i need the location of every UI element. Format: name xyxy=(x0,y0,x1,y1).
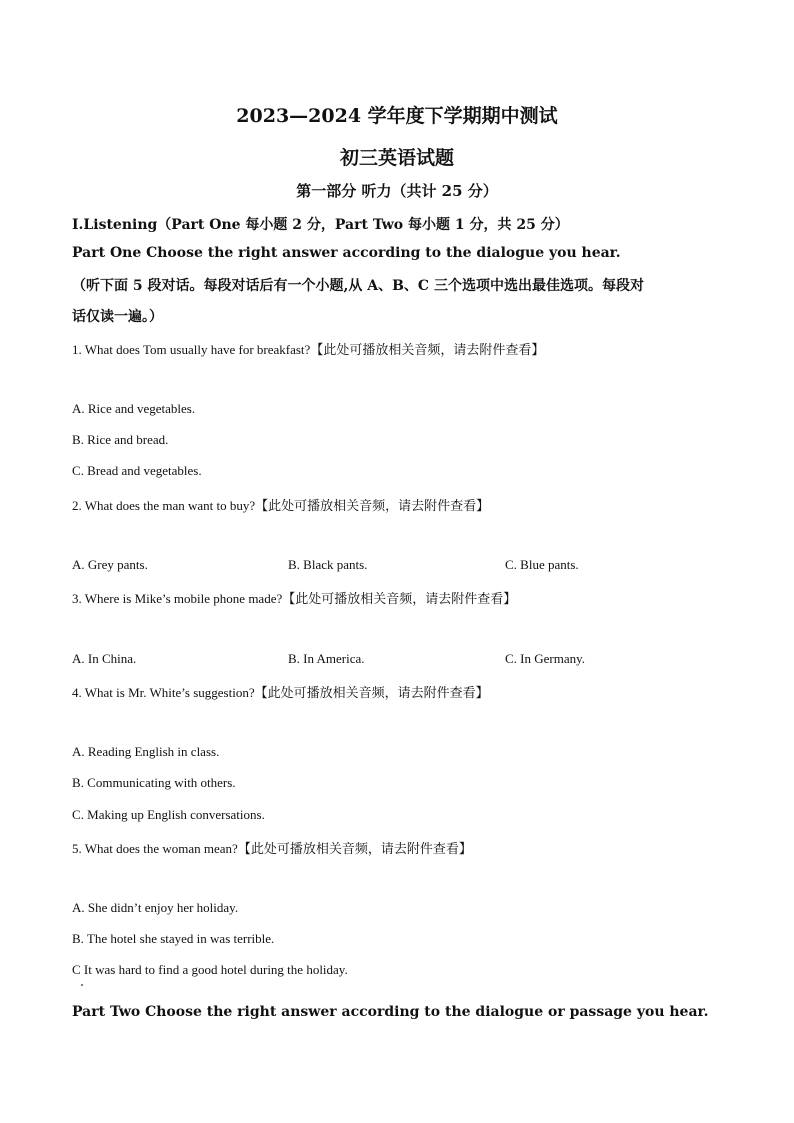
question-4: 4. What is Mr. White’s suggestion?【此处可播放相关音频，请去附件查看】 xyxy=(72,685,489,700)
question-4-option-c[interactable]: C. Making up English conversations. xyxy=(72,807,265,822)
question-4-option-a[interactable]: A. Reading English in class. xyxy=(72,744,220,759)
question-3-option-c[interactable]: C. In Germany. xyxy=(505,651,586,666)
question-3-option-b[interactable]: B. In America. xyxy=(288,651,365,666)
question-4-option-b[interactable]: B. Communicating with others. xyxy=(72,775,236,790)
listening-heading: I.Listening（Part One 每小题 2 分，Part Two 每小题 1 分，共 25 分） xyxy=(72,217,569,233)
question-2: 2. What does the man want to buy?【此处可播放相关音频，请去附件查看】 xyxy=(72,498,490,513)
exam-title: 2023—2024 学年度下学期期中测试 xyxy=(236,105,558,127)
question-5-option-b[interactable]: B. The hotel she stayed in was terrible. xyxy=(72,931,275,946)
question-1-option-a[interactable]: A. Rice and vegetables. xyxy=(72,401,196,416)
question-2-option-a[interactable]: A. Grey pants. xyxy=(72,557,148,572)
question-1: 1. What does Tom usually have for breakfast?【此处可播放相关音频，请去附件查看】 xyxy=(72,342,545,357)
question-5-option-a[interactable]: A. She didn’t enjoy her holiday. xyxy=(72,900,239,915)
question-5-option-c[interactable]: C It was hard to find a good hotel during the holiday. xyxy=(72,962,348,977)
question-1-option-b[interactable]: B. Rice and bread. xyxy=(72,432,169,447)
part-heading: 第一部分 听力（共计 25 分） xyxy=(296,182,498,200)
part-one-instructions-line1: （听下面 5 段对话。每段对话后有一个小题,从 A、B、C 三个选项中选出最佳选项。每段对 xyxy=(72,278,644,294)
question-1-option-c[interactable]: C. Bread and vegetables. xyxy=(72,463,202,478)
stray-dot xyxy=(81,984,83,986)
part-one-title: Part One Choose the right answer according to the dialogue you hear. xyxy=(72,245,621,261)
part-two-title: Part Two Choose the right answer according to the dialogue or passage you hear. xyxy=(72,1004,709,1020)
question-2-option-b[interactable]: B. Black pants. xyxy=(288,557,368,572)
question-2-option-c[interactable]: C. Blue pants. xyxy=(505,557,579,572)
part-one-instructions-line2: 话仅读一遍。） xyxy=(72,309,163,325)
exam-subtitle: 初三英语试题 xyxy=(339,147,454,169)
question-3-option-a[interactable]: A. In China. xyxy=(72,651,137,666)
question-5: 5. What does the woman mean?【此处可播放相关音频，请去附件查看】 xyxy=(72,841,472,856)
question-3: 3. Where is Mike’s mobile phone made?【此处可播放相关音频，请去附件查看】 xyxy=(72,591,517,606)
